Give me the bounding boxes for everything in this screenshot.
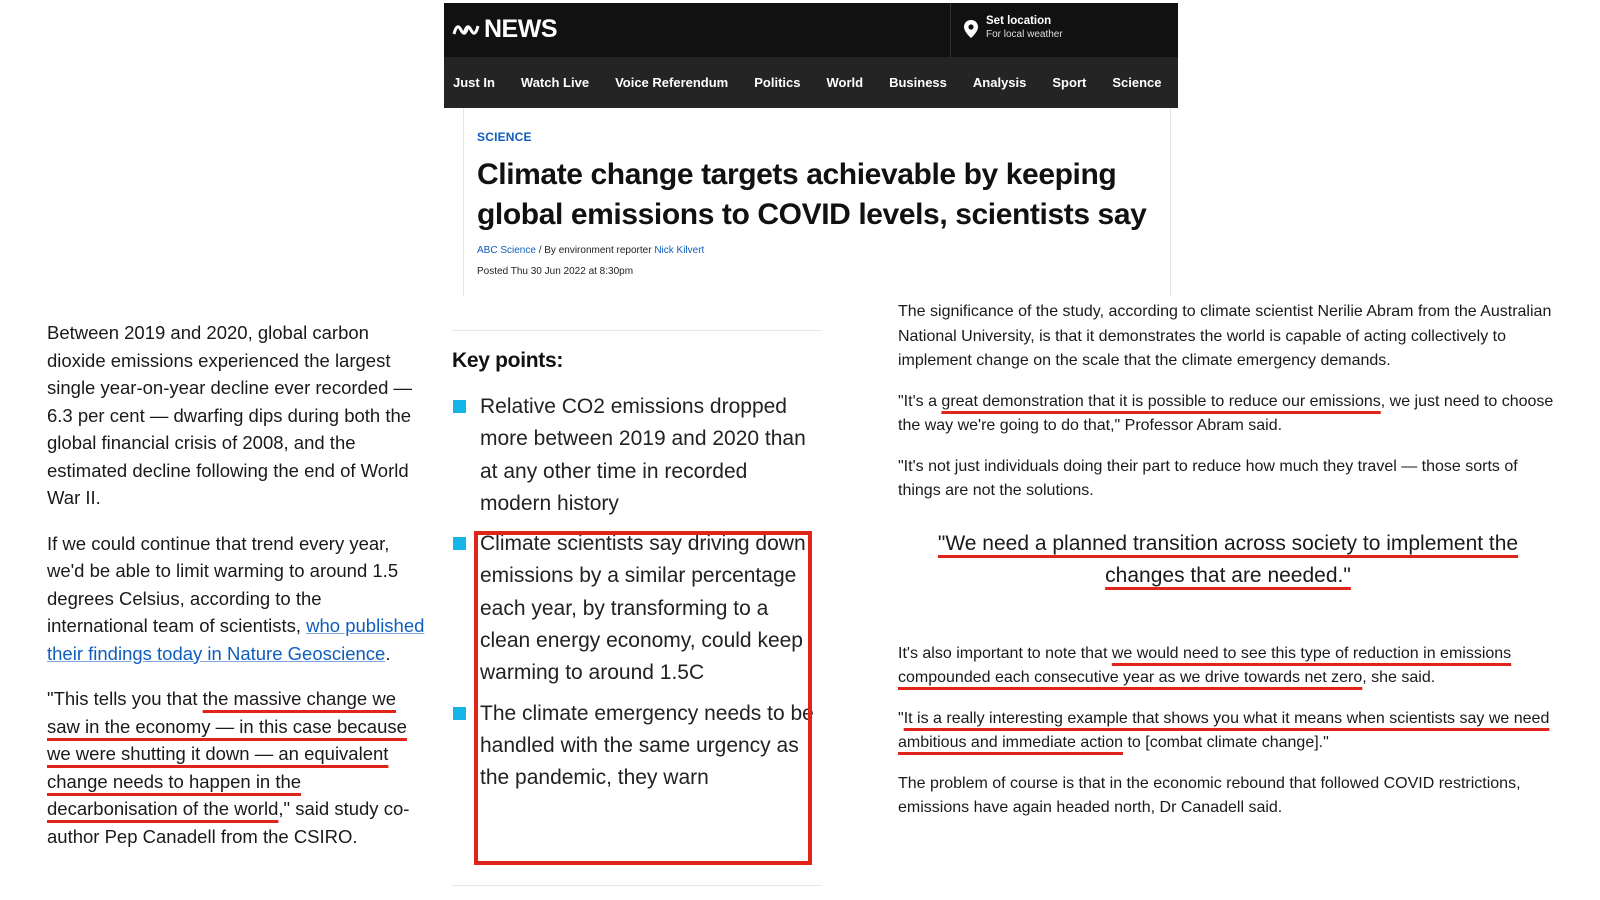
square-bullet-icon [453,537,466,550]
right-paragraph-2 [898,390,1558,439]
article-headline: Climate change targets achievable by keeping global emissions to COVID levels, scientists say [477,158,1147,231]
left-p3-text: "This tells you that [47,688,203,709]
square-bullet-icon [453,400,466,413]
right-paragraph-6: The problem of course is that in the economic rebound that followed COVID restrictions, emissions have again headed north, Dr Canadell said. [898,774,1521,816]
location-pin-icon [964,20,978,38]
right-p5-end: to [combat climate change]." [1123,734,1329,751]
right-p4-text: It's also important to note that [898,644,1112,662]
nav-item-just-in[interactable]: Just In [453,75,495,90]
right-paragraph-5 [898,707,1558,756]
right-p2-end: , we just need to choose the way we're going to do that," Professor Abram said. [898,392,1554,434]
square-bullet-icon [453,707,466,720]
right-p5-text: " [898,709,904,727]
byline [477,245,704,256]
nav-item-business[interactable]: Business [889,75,947,90]
site-header [444,3,1178,108]
right-paragraph-1: The significance of the study, according to climate scientist Nerilie Abram from the Australian National University, is that it demonstrates the world is capable of acting collectively to implement change on the scale that the climate emergency demands. [898,303,1552,369]
location-subtitle: For local weather [986,29,1063,40]
highlighted-reduction-text: we would need to see this type of reduction in emissions compounded each consecutive year as we drive towards net zero [898,644,1512,686]
byline-source-link[interactable]: ABC Science [477,245,536,256]
key-points-top-divider [452,330,822,331]
key-point-text: Relative CO2 emissions dropped more between 2019 and 2020 than at any other time in recorded modern history [480,395,806,515]
abc-logo-icon [452,20,482,40]
left-paragraph-3 [47,685,427,850]
nav-item-voice-referendum[interactable]: Voice Referendum [615,75,729,90]
nav-item-watch-live[interactable]: Watch Live [520,75,590,90]
key-point-item [452,391,822,520]
left-excerpt [47,319,427,868]
highlighted-ambitious-action: It is a really interesting example that shows you what it means when scientists say we need ambitious and immediate action [898,709,1550,751]
right-excerpt [898,300,1558,837]
highlighted-pull-quote: "We need a planned transition across society to implement the changes that are needed." [937,531,1519,587]
top-bar [444,3,1178,57]
article-category-link[interactable]: SCIENCE [477,130,532,144]
left-paragraph-1: Between 2019 and 2020, global carbon dioxide emissions experienced the largest single year-on-year decline ever recorded — 6.3 per cent — dwarfing dips during both the global financial crisis of 2008, and the estimated decline following the end of World War II. [47,322,413,508]
nav-item-politics[interactable]: Politics [754,75,801,90]
posted-timestamp: Posted Thu 30 Jun 2022 at 8:30pm [477,266,634,277]
set-location-button[interactable] [964,14,1063,42]
left-p3-end: ," said study co-author Pep Canadell from the CSIRO. [47,798,410,847]
nav-item-sport[interactable]: Sport [1052,75,1087,90]
right-p2-text: "It's a [898,392,942,410]
right-paragraph-4 [898,642,1558,691]
highlighted-quote-canadell: the massive change we saw in the economy — in this case because we were shutting it down — an equivalent change needs to happen in the decarbonisation of the world [47,688,407,819]
location-divider [950,3,951,57]
right-p4-end: , she said. [1362,669,1436,686]
nature-geoscience-link[interactable]: who published their findings today in Nature Geoscience [47,615,425,664]
key-point-text: Climate scientists say driving down emissions by a similar percentage each year, by transforming to a clean energy economy, could keep warming to around 1.5C [480,532,806,685]
nav-item-analysis[interactable]: Analysis [972,75,1027,90]
article-header [463,108,1171,296]
byline-author-link[interactable]: Nick Kilvert [654,245,705,256]
left-p2-text: If we could continue that trend every year, we'd be able to limit warming to around 1.5 degrees Celsius, according to the international team of scientists, [47,532,399,636]
key-points-title: Key points: [452,349,564,372]
pull-quote [908,528,1548,592]
red-highlight-box [474,531,812,865]
nav-item-world[interactable]: World [826,75,864,90]
key-point-text: The climate emergency needs to be handled with the same urgency as the pandemic, they warn [480,701,814,790]
brand-text: NEWS [484,15,557,43]
byline-text: / By environment reporter [535,245,655,256]
location-title: Set location [986,15,1052,27]
main-nav [444,57,1178,108]
nav-item-science[interactable]: Science [1112,75,1162,90]
left-p2-end: . [385,642,391,664]
abc-news-logo[interactable] [452,15,557,44]
key-points-bottom-divider [452,885,822,886]
left-paragraph-2 [47,530,427,668]
right-paragraph-3: "It's not just individuals doing their part to reduce how much they travel — those sorts of things are not the solutions. [898,457,1518,499]
highlighted-quote-abram: great demonstration that it is possible to reduce our emissions [941,392,1381,410]
